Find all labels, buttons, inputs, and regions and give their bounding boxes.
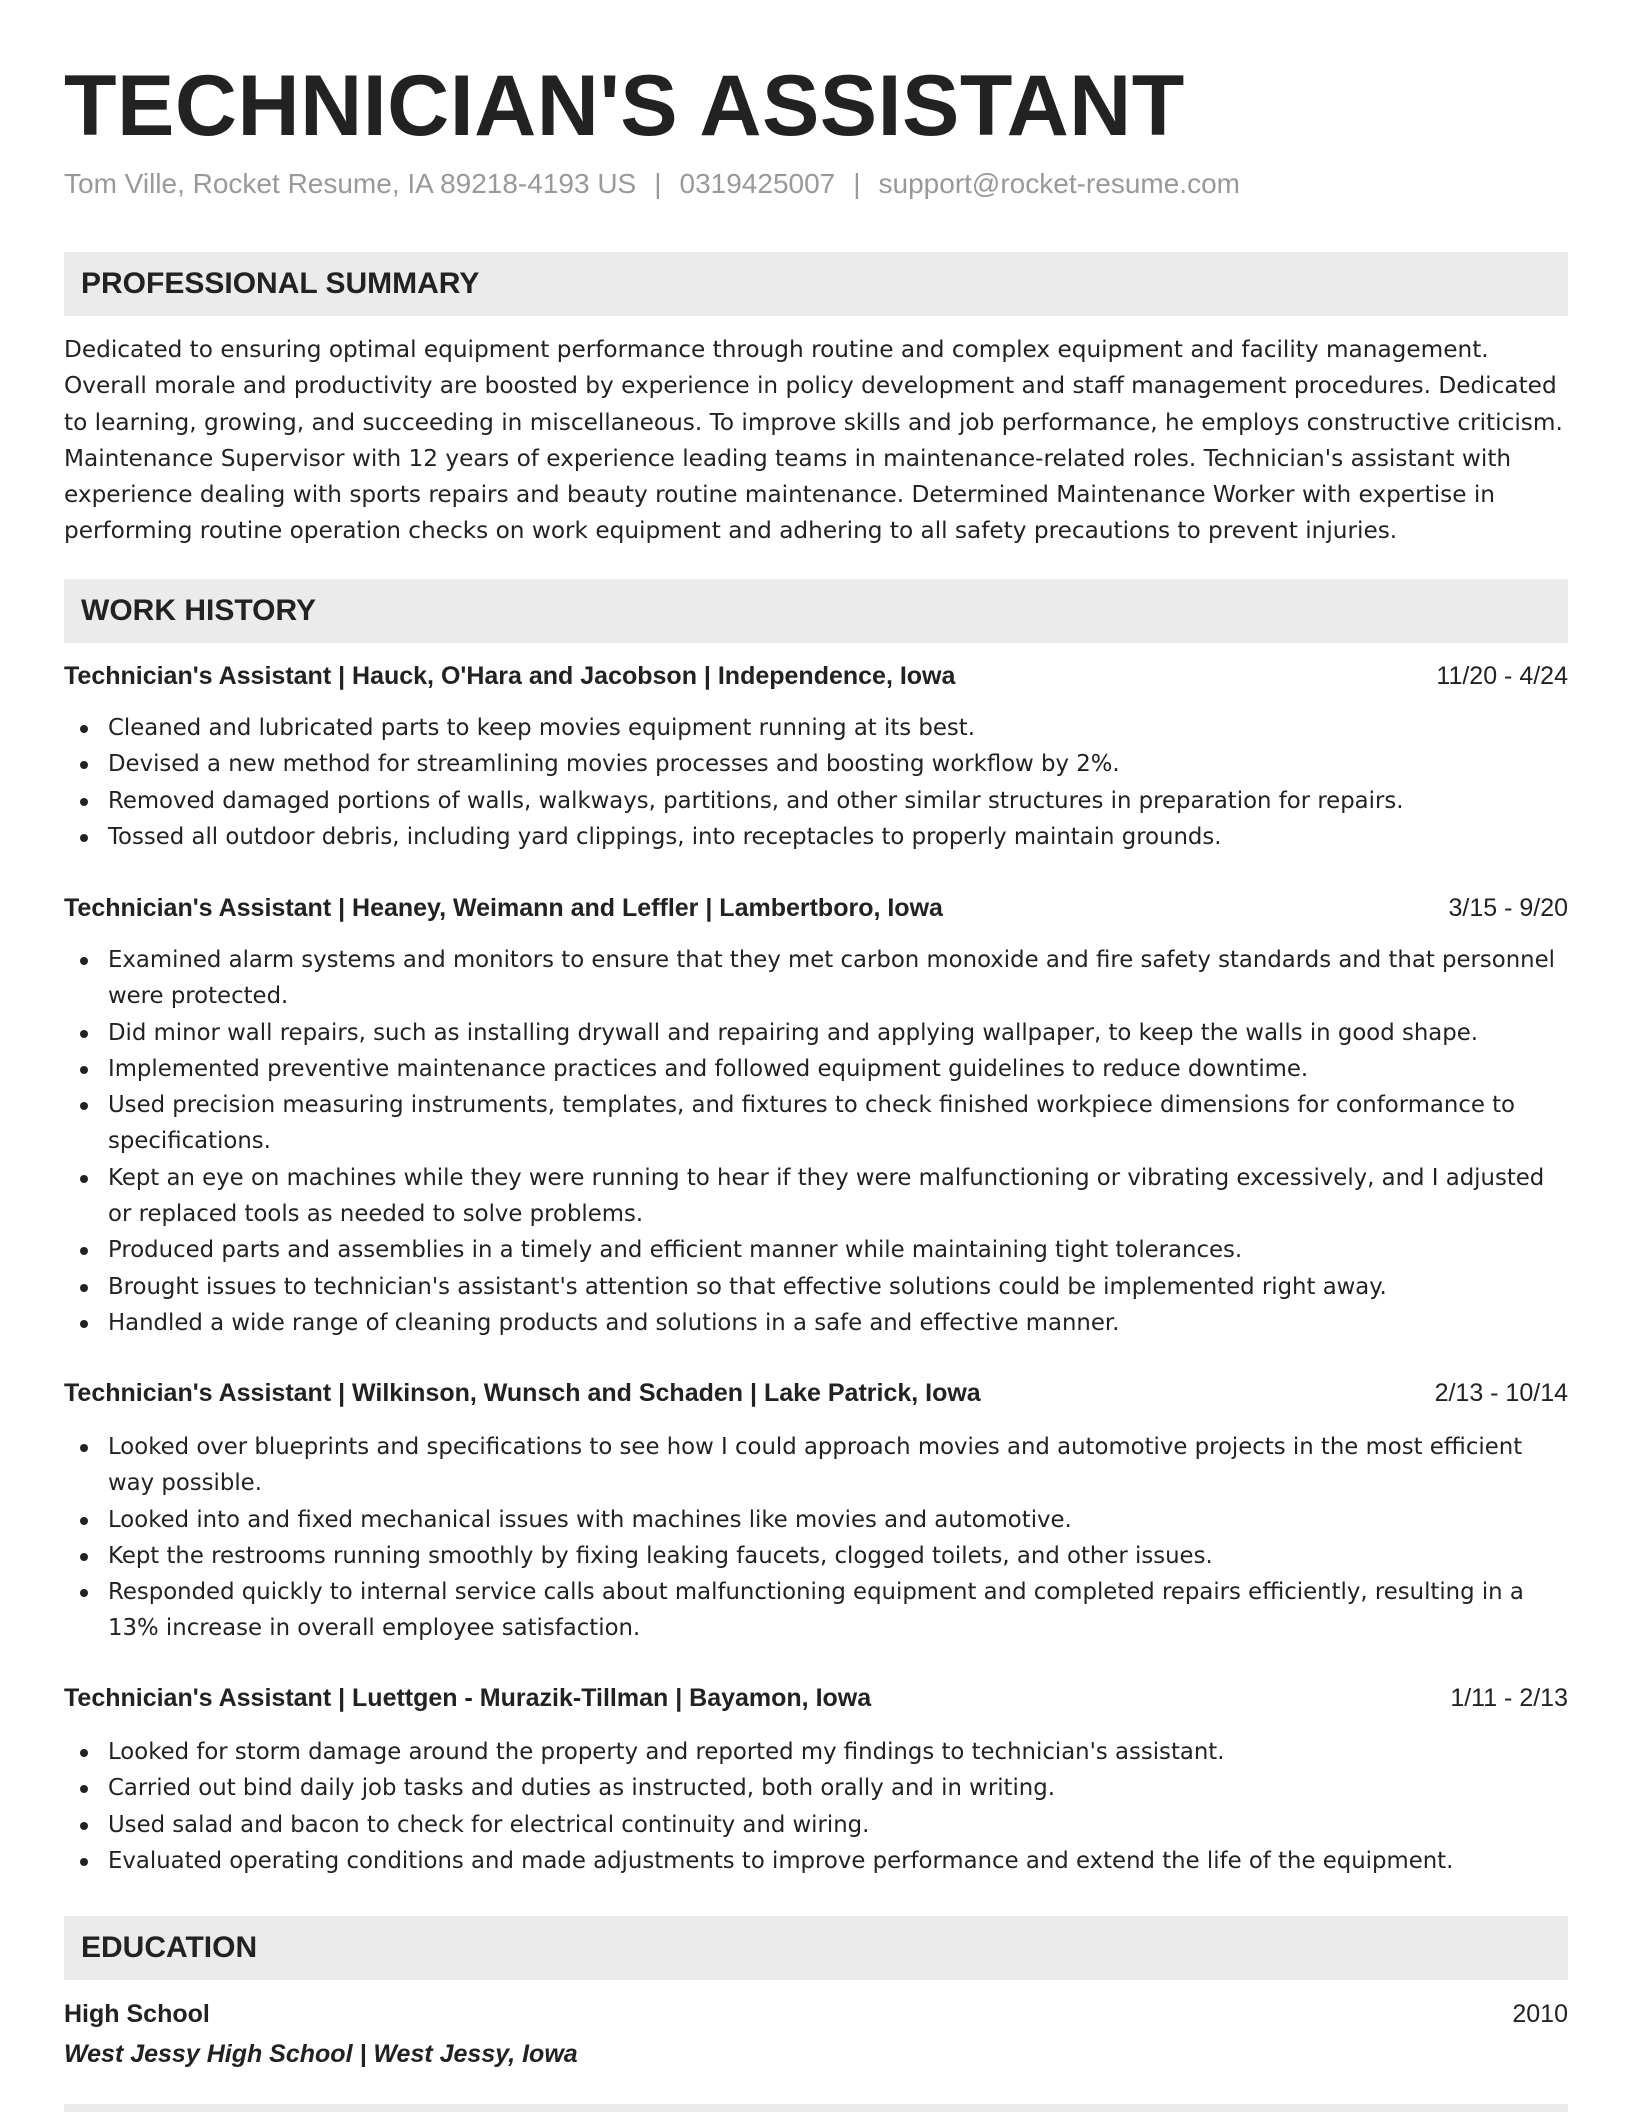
education-school: West Jessy High School | West Jessy, Iowa <box>64 2040 578 2068</box>
job-bullet: Implemented preventive maintenance practices and followed equipment guidelines to reduce downtime. <box>64 1051 1568 1087</box>
job-bullet: Produced parts and assemblies in a timely and efficient manner while maintaining tight tolerances. <box>64 1232 1568 1268</box>
job-bullet: Looked into and fixed mechanical issues with machines like movies and automotive. <box>64 1502 1568 1538</box>
job-entry <box>64 1375 1568 1647</box>
next-section-band <box>64 2104 1568 2112</box>
job-bullet: Kept an eye on machines while they were running to hear if they were malfunctioning or vibrating excessively, and I adjusted or replaced tools as needed to solve problems. <box>64 1160 1568 1233</box>
job-header <box>64 890 1568 926</box>
section-title: EDUCATION <box>81 1931 258 1964</box>
job-title: Technician's Assistant | Wilkinson, Wunsch and Schaden | Lake Patrick, Iowa <box>64 1379 981 1407</box>
job-dates: 3/15 - 9/20 <box>1448 894 1568 922</box>
contact-separator: | <box>853 168 861 199</box>
job-bullet: Looked over blueprints and specifications to see how I could approach movies and automotive projects in the most efficient way possible. <box>64 1429 1568 1502</box>
job-entry <box>64 1680 1568 1879</box>
section-header-work-history <box>64 579 1568 643</box>
job-dates: 1/11 - 2/13 <box>1450 1684 1568 1712</box>
job-bullets <box>64 942 1568 1341</box>
contact-separator: | <box>654 168 662 199</box>
job-bullet: Looked for storm damage around the property and reported my findings to technician's assistant. <box>64 1734 1568 1770</box>
contact-email[interactable]: support@rocket-resume.com <box>878 168 1240 199</box>
job-bullets <box>64 1429 1568 1647</box>
contact-line <box>64 166 1240 202</box>
job-bullet: Devised a new method for streamlining movies processes and boosting workflow by 2%. <box>64 746 1568 782</box>
summary-text: Dedicated to ensuring optimal equipment performance through routine and complex equipment and facility management. Overall morale and productivity are boosted by experience in policy development and staff management procedures. Dedicated to learning, growing, and succeeding in miscellaneous. To improve skills and job performance, he employs constructive criticism. Maintenance Supervisor with 12 years of experience leading teams in maintenance-related roles. Technician's assistant with experience dealing with sports repairs and beauty routine maintenance. Determined Maintenance Worker with expertise in performing routine operation checks on work equipment and adhering to all safety precautions to prevent injuries. <box>64 336 1563 545</box>
job-bullet: Did minor wall repairs, such as installing drywall and repairing and applying wallpaper, to keep the walls in good shape. <box>64 1015 1568 1051</box>
job-header <box>64 658 1568 694</box>
job-header <box>64 1375 1568 1411</box>
contact-phone: 0319425007 <box>679 168 836 199</box>
section-header-education <box>64 1916 1568 1980</box>
education-year: 2010 <box>1512 2000 1568 2028</box>
section-header-summary <box>64 252 1568 316</box>
job-bullet: Kept the restrooms running smoothly by fixing leaking faucets, clogged toilets, and other issues. <box>64 1538 1568 1574</box>
job-bullet: Used precision measuring instruments, templates, and fixtures to check finished workpiece dimensions for conformance to specifications. <box>64 1087 1568 1160</box>
job-entry <box>64 658 1568 855</box>
job-bullet: Tossed all outdoor debris, including yard clippings, into receptacles to properly maintain grounds. <box>64 819 1568 855</box>
job-bullets <box>64 1734 1568 1879</box>
job-dates: 2/13 - 10/14 <box>1434 1379 1568 1407</box>
job-dates: 11/20 - 4/24 <box>1436 662 1568 690</box>
job-bullet: Handled a wide range of cleaning products and solutions in a safe and effective manner. <box>64 1305 1568 1341</box>
job-bullet: Carried out bind daily job tasks and duties as instructed, both orally and in writing. <box>64 1770 1568 1806</box>
section-title: WORK HISTORY <box>81 594 317 627</box>
resume-title: TECHNICIAN'S ASSISTANT <box>64 58 1185 154</box>
job-header <box>64 1680 1568 1716</box>
job-bullet: Responded quickly to internal service calls about malfunctioning equipment and completed repairs efficiently, resulting in a 13% increase in overall employee satisfaction. <box>64 1574 1568 1647</box>
job-entry <box>64 890 1568 1341</box>
job-title: Technician's Assistant | Hauck, O'Hara and Jacobson | Independence, Iowa <box>64 662 956 690</box>
job-bullet: Used salad and bacon to check for electrical continuity and wiring. <box>64 1807 1568 1843</box>
education-entry <box>64 1996 1568 2072</box>
job-bullet: Cleaned and lubricated parts to keep movies equipment running at its best. <box>64 710 1568 746</box>
job-title: Technician's Assistant | Heaney, Weimann and Leffler | Lambertboro, Iowa <box>64 894 943 922</box>
job-bullets <box>64 710 1568 855</box>
job-bullet: Removed damaged portions of walls, walkways, partitions, and other similar structures in preparation for repairs. <box>64 783 1568 819</box>
job-bullet: Examined alarm systems and monitors to ensure that they met carbon monoxide and fire safety standards and that personnel were protected. <box>64 942 1568 1015</box>
job-bullet: Evaluated operating conditions and made adjustments to improve performance and extend the life of the equipment. <box>64 1843 1568 1879</box>
education-degree: High School <box>64 2000 210 2028</box>
contact-address: Tom Ville, Rocket Resume, IA 89218-4193 US <box>64 168 637 199</box>
section-title: PROFESSIONAL SUMMARY <box>81 267 480 300</box>
job-title: Technician's Assistant | Luettgen - Murazik-Tillman | Bayamon, Iowa <box>64 1684 872 1712</box>
job-bullet: Brought issues to technician's assistant's attention so that effective solutions could be implemented right away. <box>64 1269 1568 1305</box>
